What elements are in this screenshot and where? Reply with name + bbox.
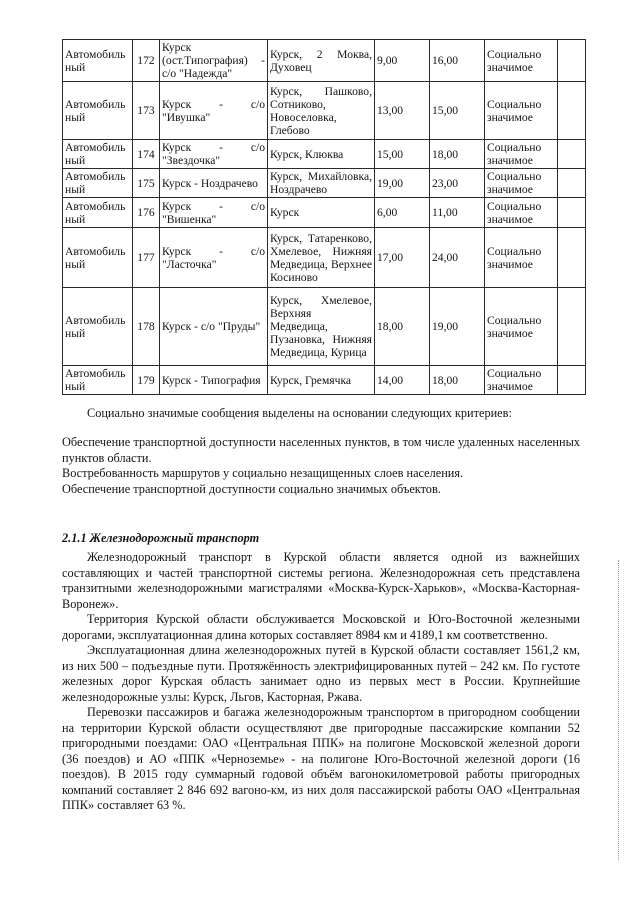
empty-cell [558, 82, 586, 140]
body-paragraph: Территория Курской области обслуживается Московской и Юго-Восточной железными дорогами, эксплуатационная длина которых составляет 8984 км и 4189,1 км соответственно. [62, 612, 580, 642]
empty-cell [558, 140, 586, 169]
empty-cell [558, 198, 586, 228]
route-stops-cell: Курск, Пашково, Сотниково, Новоселовка, Глебово [268, 82, 375, 140]
route-name-cell: Курск - Ноздрачево [160, 169, 268, 198]
route-type-cell: Автомобиль ный [63, 288, 133, 366]
criteria-item: Обеспечение транспортной доступности социально значимых объектов. [62, 481, 441, 496]
route-start-time-cell: 15,00 [375, 140, 430, 169]
route-type-cell: Автомобиль ный [63, 169, 133, 198]
route-status-cell: Социально значимое [485, 140, 558, 169]
margin-scan-dots [618, 560, 622, 860]
route-name-cell: Курск - с/о "Вишенка" [160, 198, 268, 228]
table-row [63, 40, 586, 82]
route-start-time-cell: 14,00 [375, 366, 430, 395]
empty-cell [558, 288, 586, 366]
route-number-cell: 178 [133, 288, 160, 366]
route-type-cell: Автомобиль ный [63, 40, 133, 82]
table-row [63, 140, 586, 169]
table-row [63, 82, 586, 140]
route-type-cell: Автомобиль ный [63, 228, 133, 288]
route-stops-cell: Курск, 2 Моква, Духовец [268, 40, 375, 82]
route-status-cell: Социально значимое [485, 228, 558, 288]
route-start-time-cell: 6,00 [375, 198, 430, 228]
route-end-time-cell: 18,00 [430, 140, 485, 169]
route-stops-cell: Курск, Татаренково, Хмелевое, Нижняя Медведица, Верхнее Косиново [268, 228, 375, 288]
route-type-cell: Автомобиль ный [63, 140, 133, 169]
route-type-cell: Автомобиль ный [63, 82, 133, 140]
route-status-cell: Социально значимое [485, 198, 558, 228]
criteria-item: Востребованность маршрутов у социально незащищенных слоев населения. [62, 466, 464, 480]
table-row [63, 198, 586, 228]
route-name-cell: Курск - с/о "Ивушка" [160, 82, 268, 140]
criteria-item: Обеспечение транспортной доступности населенных пунктов, в том числе удаленных населенных пунктов области. [62, 435, 580, 465]
route-name-cell: Курск - с/о "Пруды" [160, 288, 268, 366]
section-body [62, 550, 580, 814]
section-heading: 2.1.1 Железнодорожный транспорт [62, 531, 260, 545]
route-type-cell: Автомобиль ный [63, 198, 133, 228]
route-stops-cell: Курск, Михайловка, Ноздрачево [268, 169, 375, 198]
route-stops-cell: Курск, Клюква [268, 140, 375, 169]
route-number-cell: 174 [133, 140, 160, 169]
criteria-intro: Социально значимые сообщения выделены на основании следующих критериев: [87, 406, 512, 420]
route-type-cell: Автомобиль ный [63, 366, 133, 395]
route-number-cell: 173 [133, 82, 160, 140]
empty-cell [558, 228, 586, 288]
route-number-cell: 175 [133, 169, 160, 198]
route-end-time-cell: 11,00 [430, 198, 485, 228]
route-name-cell: Курск (ост.Типография) - с/о "Надежда" [160, 40, 268, 82]
body-paragraph: Железнодорожный транспорт в Курской области является одной из важнейших составляющих и частей транспортной системы региона. Железнодорожная сеть представлена транзитными железнодорожными магистралями «Москва-Курск-Харьков», «Москва-Касторная-Воронеж». [62, 550, 580, 611]
body-paragraph: Эксплуатационная длина железнодорожных путей в Курской области составляет 1561,2 км, из них 500 – подъездные пути. Протяжённость электрифицированных путей – 242 км. По густоте железных дорог Курская область занимает одно из первых мест в России. Крупнейшие железнодорожные узлы: Курск, Льгов, Касторная, Ржава. [62, 643, 580, 704]
route-number-cell: 172 [133, 40, 160, 82]
criteria-intro-block [62, 406, 580, 422]
route-stops-cell: Курск, Хмелевое, Верхняя Медведица, Пузановка, Нижняя Медведица, Курица [268, 288, 375, 366]
route-end-time-cell: 15,00 [430, 82, 485, 140]
route-stops-cell: Курск, Гремячка [268, 366, 375, 395]
routes-table [62, 39, 586, 395]
route-start-time-cell: 19,00 [375, 169, 430, 198]
route-number-cell: 176 [133, 198, 160, 228]
table-row [63, 228, 586, 288]
route-status-cell: Социально значимое [485, 82, 558, 140]
route-status-cell: Социально значимое [485, 366, 558, 395]
empty-cell [558, 40, 586, 82]
route-name-cell: Курск - Типография [160, 366, 268, 395]
criteria-list [62, 435, 580, 497]
route-number-cell: 179 [133, 366, 160, 395]
route-name-cell: Курск - с/о "Ласточка" [160, 228, 268, 288]
route-end-time-cell: 24,00 [430, 228, 485, 288]
route-start-time-cell: 9,00 [375, 40, 430, 82]
route-stops-cell: Курск [268, 198, 375, 228]
route-status-cell: Социально значимое [485, 169, 558, 198]
empty-cell [558, 169, 586, 198]
route-name-cell: Курск - с/о "Звездочка" [160, 140, 268, 169]
route-start-time-cell: 13,00 [375, 82, 430, 140]
route-number-cell: 177 [133, 228, 160, 288]
route-end-time-cell: 16,00 [430, 40, 485, 82]
table-row [63, 366, 586, 395]
table-row [63, 288, 586, 366]
table-row [63, 169, 586, 198]
section-heading-block [62, 531, 580, 547]
route-start-time-cell: 17,00 [375, 228, 430, 288]
routes-table-body [63, 40, 586, 395]
route-start-time-cell: 18,00 [375, 288, 430, 366]
route-end-time-cell: 23,00 [430, 169, 485, 198]
body-paragraph: Перевозки пассажиров и багажа железнодорожным транспортом в пригородном сообщении на территории Курской области осуществляют две пригородные пассажирские компании 52 пригородными поездами: ОАО «Центральная ППК» на полигоне Московской железной дороги (36 поездов) и АО «ППК «Черноземье» - на полигоне Юго-Восточной железной дороги (16 поездов). В 2015 году суммарный годовой объём вагонокилометровой работы пригородных компаний составляет 2 846 692 вагоно-км, из них доля пассажирской работы ОАО «Центральная ППК» составляет 63 %. [62, 705, 580, 812]
route-status-cell: Социально значимое [485, 288, 558, 366]
empty-cell [558, 366, 586, 395]
route-status-cell: Социально значимое [485, 40, 558, 82]
route-end-time-cell: 19,00 [430, 288, 485, 366]
route-end-time-cell: 18,00 [430, 366, 485, 395]
